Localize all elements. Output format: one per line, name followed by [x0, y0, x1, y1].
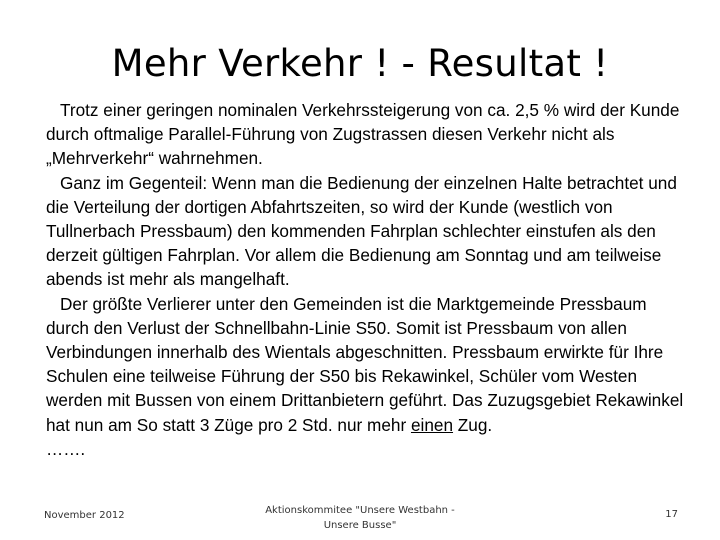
paragraph-1-text: Trotz einer geringen nominalen Verkehrssteigerung von ca. 2,5 % wird der Kunde durch oftmalige Parallel-Führung von Zugstrassen diesen Verkehr nicht als „Mehrverkehr“ wahrnehmen. — [46, 100, 680, 169]
underlined-word: einen — [410, 414, 454, 435]
footer-organization: Aktionskommitee "Unsere Westbahn - Unsere Busse" — [265, 505, 455, 531]
ellipsis-text: ……. — [46, 438, 86, 459]
slide-title: Mehr Verkehr ! - Resultat ! — [111, 42, 609, 85]
paragraph-1 — [46, 98, 686, 171]
paragraph-4 — [46, 437, 686, 461]
slide-body — [46, 98, 686, 461]
paragraph-3 — [46, 292, 686, 437]
paragraph-3-end: Zug. — [453, 414, 493, 435]
footer-date: November 2012 — [44, 510, 125, 521]
paragraph-2-text: Ganz im Gegenteil: Wenn man die Bedienung der einzelnen Halte betrachtet und die Verteilung der dortigen Abfahrtszeiten, so wird der Kunde (westlich von Tullnerbach Pressbaum) den kommenden Fahrplan schlechter einstufen als den derzeit gültigen Fahrplan. Vor allem die Bedienung am Sonntag und am teilweise abends ist mehr als mangelhaft. — [46, 172, 677, 290]
page-number: 17 — [665, 509, 678, 520]
paragraph-2 — [46, 171, 686, 292]
paragraph-3-text: Der größte Verlierer unter den Gemeinden ist die Marktgemeinde Pressbaum durch den Verlust der Schnellbahn-Linie S50. Somit ist Pressbaum von allen Verbindungen innerhalb des Wientals abgeschnitten. Pressbaum erwirkte für Ihre Schulen eine teilweise Führung der S50 bis Rekawinkel, Schüler vom Westen werden mit Bussen von einem Drittanbietern geführt. Das Zuzugsgebiet Rekawinkel hat nun am So statt 3 Züge pro 2 Std. nur mehr — [46, 293, 684, 435]
